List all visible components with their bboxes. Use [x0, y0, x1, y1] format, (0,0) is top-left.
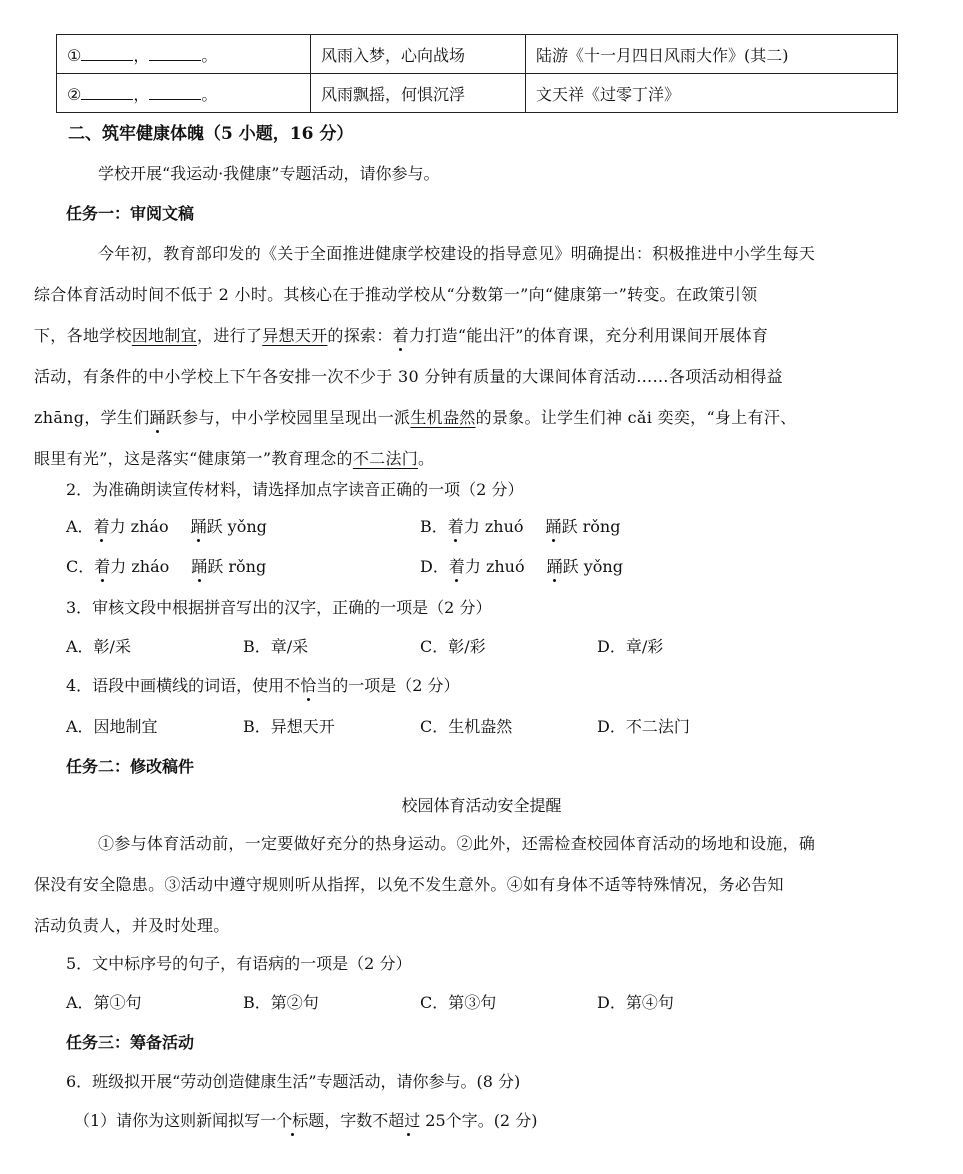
option-b[interactable]: B．第②句 — [243, 993, 319, 1012]
task3-title: 任务三：筹备活动 — [66, 1033, 195, 1052]
underlined-word: 异想天开 — [262, 326, 328, 345]
question-5-stem: 5．文中标序号的句子，有语病的一项是（2 分） — [66, 954, 412, 973]
task1-passage: 今年初，教育部印发的《关于全面推进健康学校建设的指导意见》明确提出：积极推进中小学生每天 综合体育活动时间不低于 2 小时。其核心在于推动学校从“分数第一”向“健康第一”转变。在政策引领 下，各地学校因地制宜，进行了异想天开的探索：着力打造“能出汗”的体育课，充分利用课间开展体育 活动，有条件的中小学校上下午各安排一次不少于 30 分钟有质量的大课间体育活动……各项活动相得益 zhāng，学生们踊跃参与，中小学校园里呈现出一派生机盎然的景象。让学生们神 cǎi 奕奕，“身上有汗、 眼里有光”，这是落实“健康第一”教育理念的不二法门。 — [34, 244, 816, 468]
option-b[interactable]: B．章/采 — [243, 637, 309, 656]
task1-title: 任务一：审阅文稿 — [66, 204, 195, 223]
question-4-stem: 4．语段中画横线的词语，使用不恰当的一项是（2 分） — [66, 676, 460, 695]
option-a[interactable]: A．第①句 — [66, 993, 142, 1012]
dotted-char: 踊 — [149, 408, 166, 427]
section-intro: 学校开展“我运动·我健康”专题活动，请你参与。 — [98, 164, 440, 183]
source-cell: 陆游《十一月四日风雨大作》(其二) — [526, 35, 898, 74]
question-6-stem: 6．班级拟开展“劳动创造健康生活”专题活动，请你参与。(8 分) — [66, 1072, 521, 1091]
option-b[interactable]: B．着力 zhuó 踊跃 rǒng — [420, 517, 621, 536]
question-2-stem: 2．为准确朗读宣传材料，请选择加点字读音正确的一项（2 分） — [66, 480, 524, 499]
answer-blank[interactable] — [149, 85, 201, 100]
answer-blank[interactable] — [81, 46, 133, 61]
table-row — [57, 74, 898, 113]
dotted-char: 着 — [392, 326, 409, 345]
underlined-word: 不二法门 — [352, 449, 419, 468]
poem-table — [56, 34, 898, 113]
option-d[interactable]: D．第④句 — [597, 993, 674, 1012]
option-c[interactable]: C．生机盎然 — [420, 717, 513, 736]
table-row — [57, 35, 898, 74]
option-d[interactable]: D．着力 zhuó 踊跃 yǒng — [420, 557, 623, 576]
task2-passage: ①参与体育活动前，一定要做好充分的热身运动。②此外，还需检查校园体育活动的场地和设施，确 保没有安全隐患。③活动中遵守规则听从指挥，以免不发生意外。④如有身体不适等特殊情况，务必告知 活动负责人，并及时处理。 — [34, 834, 816, 935]
question-3-stem: 3．审核文段中根据拼音写出的汉字，正确的一项是（2 分） — [66, 598, 492, 617]
task2-title: 任务二：修改稿件 — [66, 757, 195, 776]
question-6-1: （1）请你为这则新闻拟写一个标题，字数不超过 25个字。(2 分) — [74, 1111, 538, 1130]
fill-blank-cell: ② ， 。 — [57, 74, 311, 113]
option-d[interactable]: D．章/彩 — [597, 637, 664, 656]
section-heading: 二、筑牢健康体魄（5 小题，16 分） — [68, 124, 354, 144]
question-3-options — [66, 636, 886, 658]
option-c[interactable]: C．第③句 — [420, 993, 497, 1012]
option-b[interactable]: B．异想天开 — [243, 717, 335, 736]
underlined-word: 生机盎然 — [410, 408, 476, 427]
theme-cell: 风雨飘摇，何惧沉浮 — [311, 74, 526, 113]
option-c[interactable]: C．彰/彩 — [420, 637, 486, 656]
question-2-options-row2 — [66, 556, 886, 578]
question-5-options — [66, 992, 886, 1014]
option-a[interactable]: A．因地制宜 — [66, 717, 158, 736]
article-title: 校园体育活动安全提醒 — [401, 796, 562, 815]
question-2-options-row1 — [66, 516, 886, 538]
option-d[interactable]: D．不二法门 — [597, 717, 690, 736]
option-a[interactable]: A．彰/采 — [66, 637, 131, 656]
fill-blank-cell: ① ， 。 — [57, 35, 311, 74]
option-c[interactable]: C．着力 zháo 踊跃 rǒng — [66, 557, 267, 576]
source-cell: 文天祥《过零丁洋》 — [526, 74, 898, 113]
question-4-options — [66, 716, 886, 738]
option-a[interactable]: A．着力 zháo 踊跃 yǒng — [66, 517, 267, 536]
answer-blank[interactable] — [81, 85, 133, 100]
theme-cell: 风雨入梦，心向战场 — [311, 35, 526, 74]
underlined-word: 因地制宜 — [131, 326, 198, 345]
dotted-char: 不恰当 — [284, 676, 333, 695]
answer-blank[interactable] — [149, 46, 201, 61]
